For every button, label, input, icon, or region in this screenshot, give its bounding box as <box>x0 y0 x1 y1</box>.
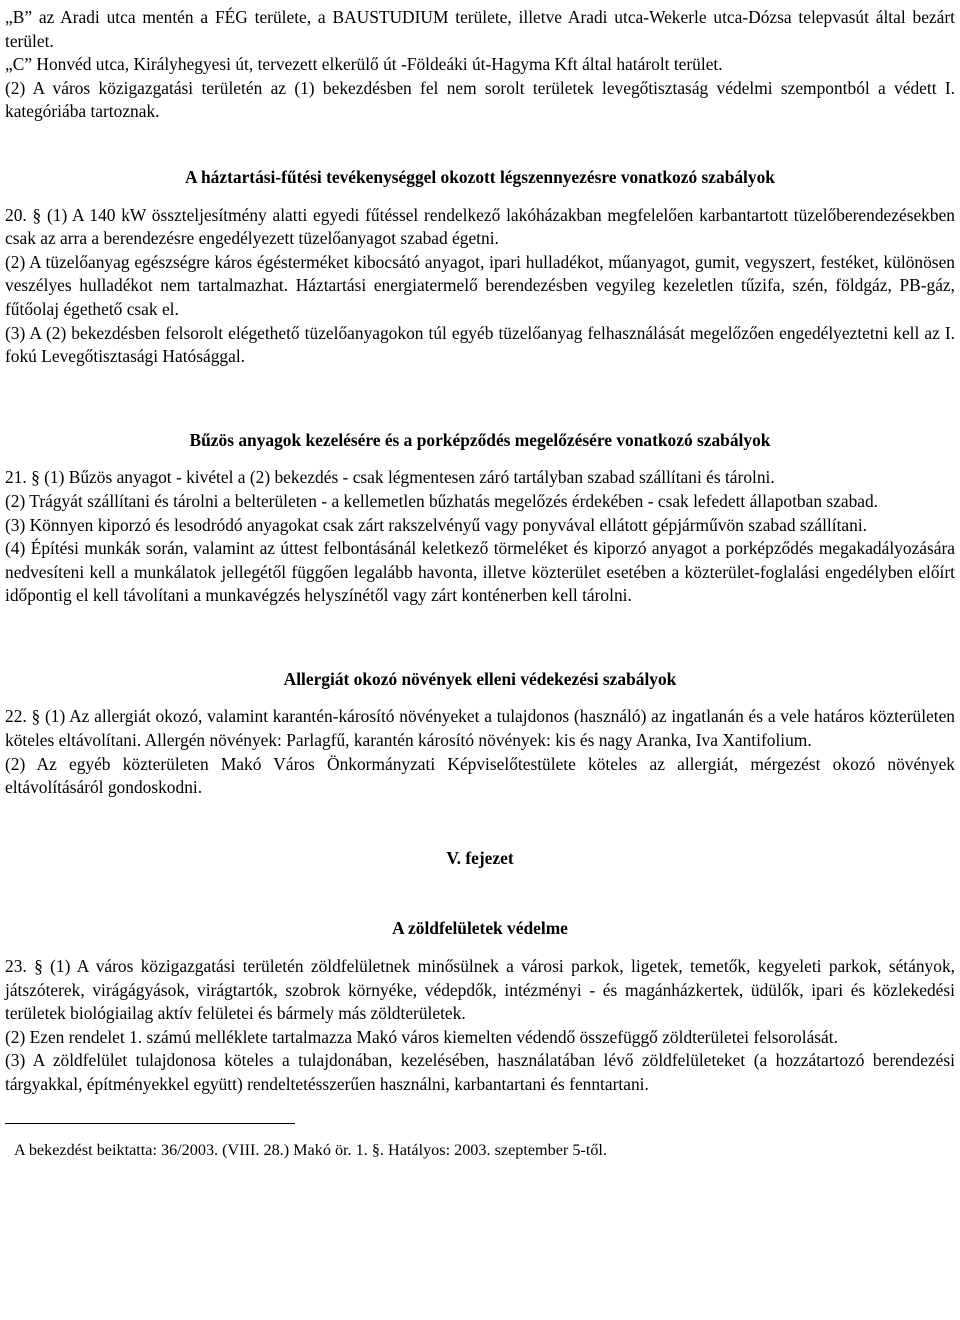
paragraph-20-1: 20. § (1) A 140 kW összteljesítmény alatti egyedi fűtéssel rendelkező lakóházakban megfelelően karbantartott tüzelőberendezésekben csak az arra a berendezésre engedélyezett tüzelőanyagot szabad égetni. <box>5 204 955 249</box>
footnote-divider <box>5 1123 295 1124</box>
paragraph-21-3: (3) Könnyen kiporzó és lesodródó anyagokat csak zárt rakszelvényű vagy ponyvával ellátott gépjárművön szabad szállítani. <box>5 514 867 535</box>
paragraph-23-1: 23. § (1) A város közigazgatási területén zöldfelületnek minősülnek a városi parkok, ligetek, temetők, kegyeleti parkok, sétányok, játszóterek, virágágyások, virágtartók, szobrok környéke, védерdők, intézményi - és magánházkertek, üdülők, ipari és közlekedési területek biológiailag aktív felületei és bármely más zöldterületek. <box>5 956 955 1024</box>
paragraph-22-1: 22. § (1) Az allergiát okozó, valamint karantén-károsító növényeket a tulajdonos (használó) az ingatlanán és a vele határos közterületen köteles eltávolítani. Allergén növények: Parlagfű, karantén károsító növények: kis és nagy Aranka, Iva Xantifolium. <box>5 706 955 751</box>
document-page <box>5 6 955 1161</box>
paragraph-23-2: (2) Ezen rendelet 1. számú melléklete tartalmazza Makó város kiemelten védendő összefüggő zöldterületei felsorolását. <box>5 1026 838 1047</box>
section-heading-allergy: Allergiát okozó növények elleni védekezési szabályok <box>283 668 677 689</box>
paragraph-21-1: 21. § (1) Bűzös anyagot - kivétel a (2) bekezdés - csak légmentesen záró tartályban szabad szállítani és tárolni. <box>5 467 775 488</box>
section-heading-heating: A háztartási-fűtési tevékenységgel okozott légszennyezésre vonatkozó szabályok <box>185 166 775 187</box>
paragraph-protected-category: (2) A város közigazgatási területén az (1) bekezdésben fel nem sorolt területek levegőtisztaság védelmi szempontból a védett I. kategóriába tartoznak. <box>5 77 955 122</box>
footnote: A bekezdést beiktatta: 36/2003. (VIII. 28.) Makó ör. 1. §. Hatályos: 2003. szeptember 5-től. <box>14 1140 607 1159</box>
paragraph-area-c: „C” Honvéd utca, Királyhegyesi út, tervezett elkerülő út -Földeáki út-Hagyma Kft által határolt terület. <box>5 54 723 75</box>
section-heading-odor-dust: Bűzös anyagok kezelésére és a porképződés megelőzésére vonatkozó szabályok <box>189 429 771 450</box>
paragraph-21-4: (4) Építési munkák során, valamint az úttest felbontásánál keletkező törmeléket és kiporzó anyagot a porképződés megakadályozására nedvesíteni kell a munkálatok jellegétől függően legalább havonta, illetve közterület esetében a közterület-foglalási engedélyben előírt időpontig el kell távolítani a munkavégzés helyszínétől vagy zárt konténerben kell tárolni. <box>5 538 955 606</box>
paragraph-20-2: (2) A tüzelőanyag egészségre káros égésterméket kibocsátó anyagot, ipari hulladékot, műanyagot, gumit, vegyszert, festéket, különösen veszélyes hulladékot nem tartalmazhat. Háztartási energiatermelő berendezésben vegyileg kezeletlen tűzifa, szén, földgáz, PB-gáz, fűtőolaj égethető csak el. <box>5 251 955 319</box>
paragraph-22-2: (2) Az egyéb közterületen Makó Város Önkormányzati Képviselőtestülete köteles az allergiát, mérgezést okozó növények eltávolításáról gondoskodni. <box>5 753 955 798</box>
paragraph-20-3: (3) A (2) bekezdésben felsorolt elégethető tüzelőanyagokon túl egyéb tüzelőanyag felhasználását megelőzően engedélyeztetni kell az I. fokú Levegőtisztasági Hatósággal. <box>5 322 955 367</box>
paragraph-23-3: (3) A zöldfelület tulajdonosa köteles a tulajdonában, kezelésében, használatában lévő zöldfelületeket (a hozzátartozó berendezési tárgyakkal, építményekkel együtt) rendeltetésszerűen használni, karbantartani és fenntartani. <box>5 1050 955 1094</box>
chapter-title: V. fejezet <box>446 847 514 868</box>
paragraph-21-2: (2) Trágyát szállítani és tárolni a belterületen - a kellemetlen bűzhatás megelőzés érdekében - csak lefedett állapotban szabad. <box>5 490 879 511</box>
paragraph-area-b: „B” az Aradi utca mentén a FÉG területe, a BAUSTUDIUM területe, illetve Aradi utca-Wekerle utca-Dózsa telepvasút által bezárt terület. <box>5 7 955 51</box>
chapter-heading-green-areas: A zöldfelületek védelme <box>392 918 568 939</box>
